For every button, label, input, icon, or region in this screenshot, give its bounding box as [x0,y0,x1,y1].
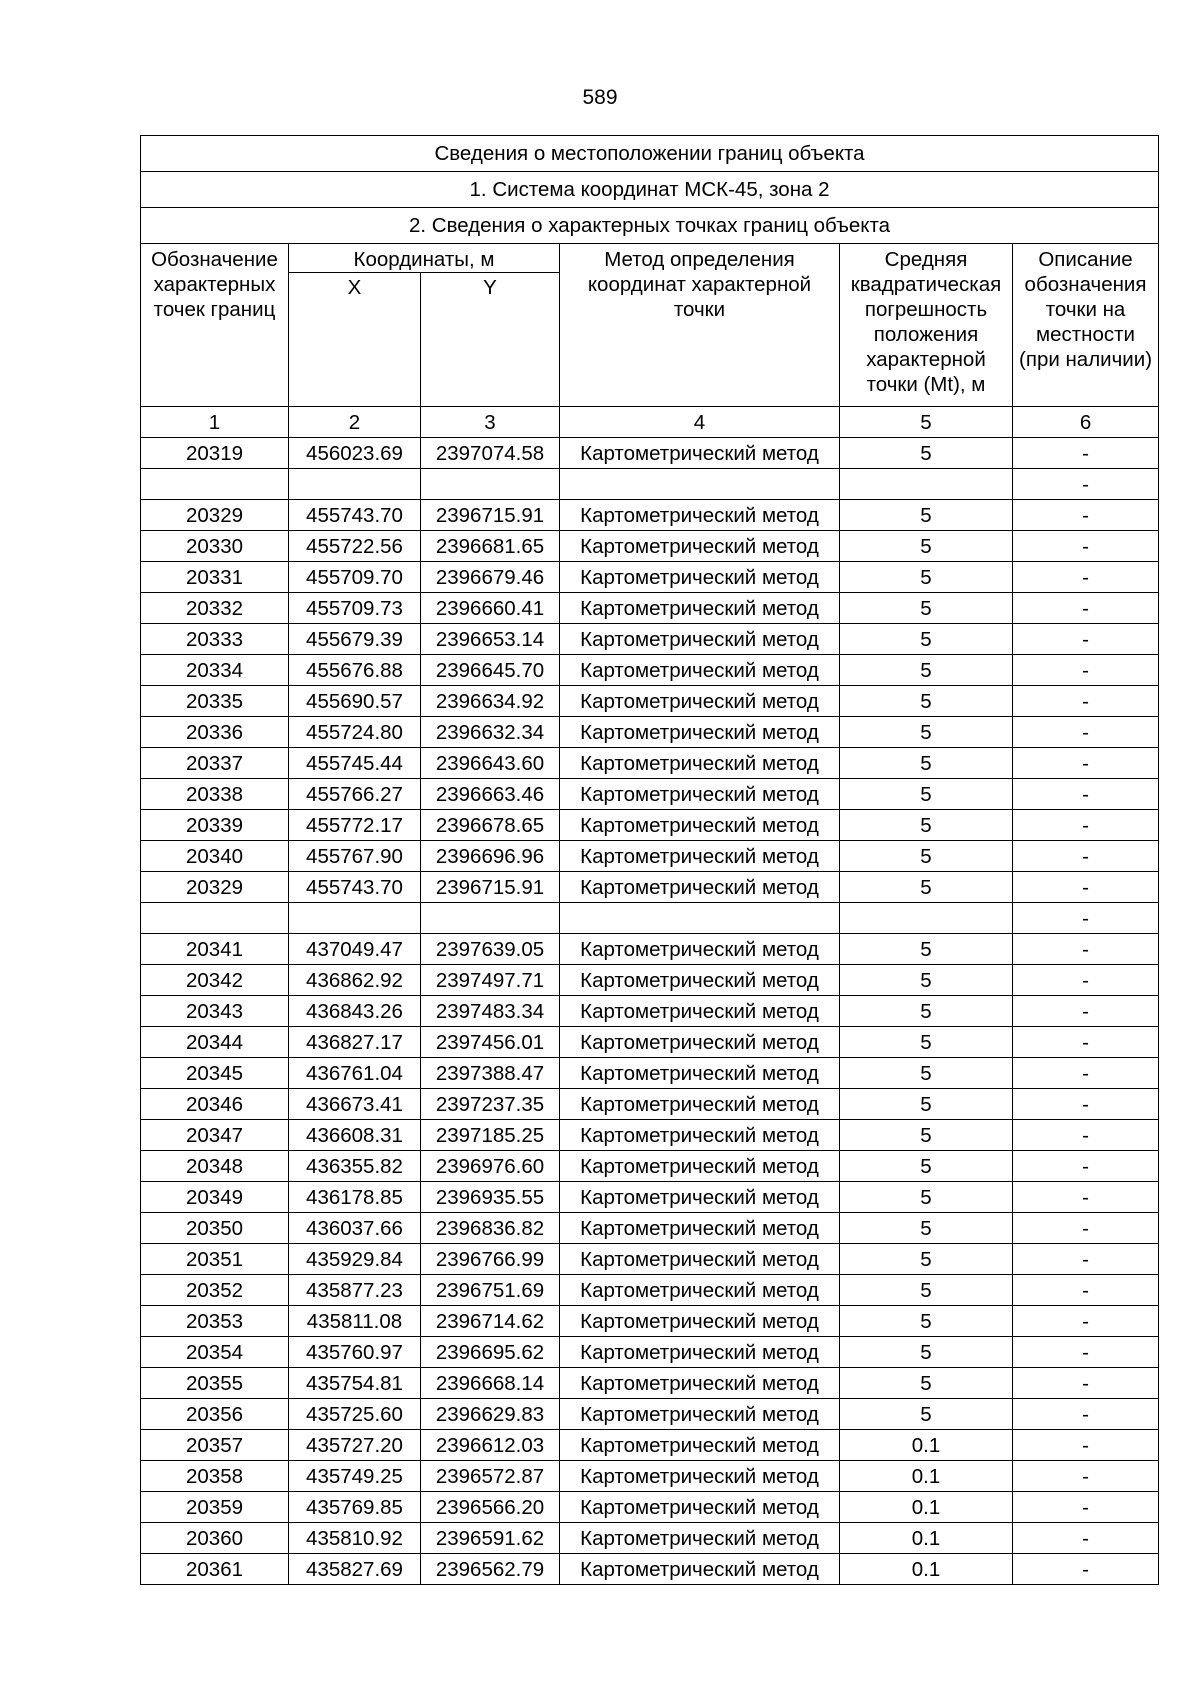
description-cell: - [1013,1337,1159,1368]
description-cell: - [1013,500,1159,531]
error-cell: 5 [840,1027,1013,1058]
x-coordinate-cell [289,469,421,500]
x-coordinate-cell: 437049.47 [289,934,421,965]
y-coordinate-cell: 2397497.71 [421,965,560,996]
point-id-cell: 20358 [141,1461,289,1492]
description-cell: - [1013,1213,1159,1244]
point-id-cell: 20335 [141,686,289,717]
x-coordinate-cell: 435929.84 [289,1244,421,1275]
error-cell: 5 [840,965,1013,996]
coordinate-system-title: 1. Система координат МСК-45, зона 2 [141,172,1159,208]
method-cell: Картометрический метод [560,872,840,903]
error-cell: 5 [840,593,1013,624]
description-cell: - [1013,469,1159,500]
method-cell: Картометрический метод [560,1337,840,1368]
error-cell: 5 [840,500,1013,531]
table-row [141,1058,1159,1089]
x-coordinate-cell: 435754.81 [289,1368,421,1399]
point-id-cell: 20356 [141,1399,289,1430]
description-cell: - [1013,1523,1159,1554]
y-coordinate-cell: 2396714.62 [421,1306,560,1337]
method-cell: Картометрический метод [560,1120,840,1151]
table-row [141,655,1159,686]
method-cell: Картометрический метод [560,438,840,469]
x-coordinate-cell: 435769.85 [289,1492,421,1523]
y-coordinate-cell: 2396668.14 [421,1368,560,1399]
x-coordinate-cell: 455724.80 [289,717,421,748]
method-cell: Картометрический метод [560,1027,840,1058]
error-cell: 5 [840,1368,1013,1399]
error-cell: 0.1 [840,1492,1013,1523]
point-id-cell: 20331 [141,562,289,593]
error-cell: 5 [840,717,1013,748]
y-coordinate-cell: 2396634.92 [421,686,560,717]
method-cell [560,903,840,934]
method-cell [560,469,840,500]
y-coordinate-cell: 2396679.46 [421,562,560,593]
point-id-cell: 20345 [141,1058,289,1089]
point-id-cell: 20319 [141,438,289,469]
x-coordinate-cell: 455767.90 [289,841,421,872]
description-cell: - [1013,686,1159,717]
method-cell: Картометрический метод [560,1523,840,1554]
table-row [141,1368,1159,1399]
description-cell: - [1013,1399,1159,1430]
point-id-cell: 20361 [141,1554,289,1585]
table-row [141,965,1159,996]
method-cell: Картометрический метод [560,934,840,965]
error-cell: 5 [840,531,1013,562]
description-cell: - [1013,965,1159,996]
point-id-cell: 20341 [141,934,289,965]
x-coordinate-cell: 436608.31 [289,1120,421,1151]
point-id-cell: 20329 [141,872,289,903]
x-coordinate-cell: 436862.92 [289,965,421,996]
error-cell: 5 [840,779,1013,810]
x-coordinate-cell: 436673.41 [289,1089,421,1120]
header-error: Средняя квадратическая погрешность положения характерной точки (Mt), м [840,244,1013,407]
x-coordinate-cell: 436355.82 [289,1151,421,1182]
x-coordinate-cell: 455745.44 [289,748,421,779]
y-coordinate-cell: 2396660.41 [421,593,560,624]
table-row [141,1523,1159,1554]
table-row [141,593,1159,624]
point-id-cell: 20339 [141,810,289,841]
points-section-title: 2. Сведения о характерных точках границ объекта [141,208,1159,244]
method-cell: Картометрический метод [560,1492,840,1523]
table-row [141,748,1159,779]
table-row [141,903,1159,934]
x-coordinate-cell: 435811.08 [289,1306,421,1337]
table-row [141,1089,1159,1120]
error-cell: 5 [840,996,1013,1027]
y-coordinate-cell: 2397639.05 [421,934,560,965]
table-row [141,1430,1159,1461]
error-cell: 5 [840,934,1013,965]
error-cell: 5 [840,655,1013,686]
description-cell: - [1013,717,1159,748]
description-cell: - [1013,1058,1159,1089]
error-cell: 5 [840,562,1013,593]
x-coordinate-cell: 455690.57 [289,686,421,717]
x-coordinate-cell: 455772.17 [289,810,421,841]
description-cell: - [1013,903,1159,934]
y-coordinate-cell: 2396663.46 [421,779,560,810]
description-cell: - [1013,1306,1159,1337]
x-coordinate-cell: 435877.23 [289,1275,421,1306]
y-coordinate-cell: 2396629.83 [421,1399,560,1430]
description-cell: - [1013,562,1159,593]
method-cell: Картометрический метод [560,593,840,624]
x-coordinate-cell: 435760.97 [289,1337,421,1368]
x-coordinate-cell: 435727.20 [289,1430,421,1461]
point-id-cell: 20337 [141,748,289,779]
y-coordinate-cell [421,903,560,934]
point-id-cell: 20355 [141,1368,289,1399]
point-id-cell: 20348 [141,1151,289,1182]
description-cell: - [1013,655,1159,686]
y-coordinate-cell: 2396612.03 [421,1430,560,1461]
error-cell: 0.1 [840,1554,1013,1585]
table-row [141,1182,1159,1213]
y-coordinate-cell: 2396751.69 [421,1275,560,1306]
description-cell: - [1013,1492,1159,1523]
description-cell: - [1013,1461,1159,1492]
table-row [141,1213,1159,1244]
table-title: Сведения о местоположении границ объекта [141,136,1159,172]
point-id-cell: 20359 [141,1492,289,1523]
description-cell: - [1013,1151,1159,1182]
error-cell: 5 [840,624,1013,655]
y-coordinate-cell: 2397456.01 [421,1027,560,1058]
method-cell: Картометрический метод [560,1275,840,1306]
table-row [141,841,1159,872]
method-cell: Картометрический метод [560,1089,840,1120]
method-cell: Картометрический метод [560,624,840,655]
error-cell: 5 [840,1151,1013,1182]
x-coordinate-cell: 455766.27 [289,779,421,810]
x-coordinate-cell: 455676.88 [289,655,421,686]
method-cell: Картометрический метод [560,810,840,841]
error-cell: 5 [840,686,1013,717]
description-cell: - [1013,779,1159,810]
table-row [141,872,1159,903]
column-number: 4 [560,407,840,438]
x-coordinate-cell: 456023.69 [289,438,421,469]
y-coordinate-cell: 2396678.65 [421,810,560,841]
point-id-cell [141,469,289,500]
y-coordinate-cell: 2396976.60 [421,1151,560,1182]
table-row [141,686,1159,717]
table-row [141,810,1159,841]
point-id-cell: 20336 [141,717,289,748]
description-cell: - [1013,531,1159,562]
method-cell: Картометрический метод [560,1151,840,1182]
error-cell [840,469,1013,500]
header-designation: Обозначение характерных точек границ [141,244,289,407]
table-row [141,438,1159,469]
description-cell: - [1013,1368,1159,1399]
y-coordinate-cell: 2396562.79 [421,1554,560,1585]
description-cell: - [1013,1120,1159,1151]
method-cell: Картометрический метод [560,500,840,531]
y-coordinate-cell: 2396695.62 [421,1337,560,1368]
point-id-cell: 20333 [141,624,289,655]
description-cell: - [1013,1182,1159,1213]
method-cell: Картометрический метод [560,841,840,872]
table-row [141,1554,1159,1585]
error-cell: 5 [840,1058,1013,1089]
y-coordinate-cell: 2397185.25 [421,1120,560,1151]
x-coordinate-cell: 455709.70 [289,562,421,593]
point-id-cell: 20329 [141,500,289,531]
x-coordinate-cell: 455709.73 [289,593,421,624]
column-number: 6 [1013,407,1159,438]
y-coordinate-cell [421,469,560,500]
point-id-cell: 20354 [141,1337,289,1368]
y-coordinate-cell: 2396935.55 [421,1182,560,1213]
table-row [141,1399,1159,1430]
point-id-cell: 20351 [141,1244,289,1275]
error-cell: 5 [840,1089,1013,1120]
point-id-cell: 20349 [141,1182,289,1213]
error-cell: 5 [840,1275,1013,1306]
point-id-cell [141,903,289,934]
point-id-cell: 20344 [141,1027,289,1058]
x-coordinate-cell: 436037.66 [289,1213,421,1244]
x-coordinate-cell: 436827.17 [289,1027,421,1058]
y-coordinate-cell: 2397483.34 [421,996,560,1027]
description-cell: - [1013,1430,1159,1461]
table-row [141,1275,1159,1306]
error-cell [840,903,1013,934]
method-cell: Картометрический метод [560,1182,840,1213]
y-coordinate-cell: 2396715.91 [421,500,560,531]
method-cell: Картометрический метод [560,1554,840,1585]
method-cell: Картометрический метод [560,1213,840,1244]
y-coordinate-cell: 2397237.35 [421,1089,560,1120]
method-cell: Картометрический метод [560,1399,840,1430]
point-id-cell: 20330 [141,531,289,562]
method-cell: Картометрический метод [560,748,840,779]
y-coordinate-cell: 2396681.65 [421,531,560,562]
y-coordinate-cell: 2396766.99 [421,1244,560,1275]
x-coordinate-cell: 435725.60 [289,1399,421,1430]
y-coordinate-cell: 2396632.34 [421,717,560,748]
method-cell: Картометрический метод [560,1058,840,1089]
error-cell: 5 [840,748,1013,779]
point-id-cell: 20340 [141,841,289,872]
y-coordinate-cell: 2397388.47 [421,1058,560,1089]
point-id-cell: 20342 [141,965,289,996]
description-cell: - [1013,1244,1159,1275]
error-cell: 5 [840,1120,1013,1151]
description-cell: - [1013,1089,1159,1120]
x-coordinate-cell: 455722.56 [289,531,421,562]
x-coordinate-cell: 435749.25 [289,1461,421,1492]
method-cell: Картометрический метод [560,1306,840,1337]
method-cell: Картометрический метод [560,1244,840,1275]
column-number: 5 [840,407,1013,438]
method-cell: Картометрический метод [560,1430,840,1461]
method-cell: Картометрический метод [560,655,840,686]
table-row [141,624,1159,655]
point-id-cell: 20353 [141,1306,289,1337]
table-row [141,996,1159,1027]
method-cell: Картометрический метод [560,531,840,562]
point-id-cell: 20338 [141,779,289,810]
error-cell: 5 [840,438,1013,469]
description-cell: - [1013,593,1159,624]
point-id-cell: 20357 [141,1430,289,1461]
table-row [141,562,1159,593]
x-coordinate-cell: 435810.92 [289,1523,421,1554]
method-cell: Картометрический метод [560,996,840,1027]
description-cell: - [1013,1027,1159,1058]
header-method: Метод определения координат характерной точки [560,244,840,407]
table-row [141,1120,1159,1151]
y-coordinate-cell: 2396836.82 [421,1213,560,1244]
column-number: 3 [421,407,560,438]
description-cell: - [1013,996,1159,1027]
header-description: Описание обозначения точки на местности (при наличии) [1013,244,1159,407]
x-coordinate-cell: 435827.69 [289,1554,421,1585]
x-coordinate-cell: 436178.85 [289,1182,421,1213]
table-row [141,1461,1159,1492]
y-coordinate-cell: 2396566.20 [421,1492,560,1523]
y-coordinate-cell: 2396572.87 [421,1461,560,1492]
table-row [141,1492,1159,1523]
table-row [141,1337,1159,1368]
error-cell: 0.1 [840,1430,1013,1461]
method-cell: Картометрический метод [560,562,840,593]
header-y: Y [421,273,560,407]
error-cell: 5 [840,872,1013,903]
point-id-cell: 20334 [141,655,289,686]
error-cell: 5 [840,1306,1013,1337]
description-cell: - [1013,624,1159,655]
method-cell: Картометрический метод [560,1461,840,1492]
point-id-cell: 20346 [141,1089,289,1120]
table-row [141,469,1159,500]
point-id-cell: 20352 [141,1275,289,1306]
y-coordinate-cell: 2396653.14 [421,624,560,655]
method-cell: Картометрический метод [560,717,840,748]
y-coordinate-cell: 2397074.58 [421,438,560,469]
table-row [141,934,1159,965]
error-cell: 5 [840,810,1013,841]
description-cell: - [1013,872,1159,903]
y-coordinate-cell: 2396591.62 [421,1523,560,1554]
table-row [141,1151,1159,1182]
boundary-points-table [140,135,1159,1585]
table-row [141,531,1159,562]
description-cell: - [1013,438,1159,469]
method-cell: Картометрический метод [560,686,840,717]
description-cell: - [1013,1275,1159,1306]
y-coordinate-cell: 2396696.96 [421,841,560,872]
table-row [141,500,1159,531]
description-cell: - [1013,810,1159,841]
header-coordinates: Координаты, м [289,244,560,273]
point-id-cell: 20350 [141,1213,289,1244]
y-coordinate-cell: 2396715.91 [421,872,560,903]
point-id-cell: 20347 [141,1120,289,1151]
x-coordinate-cell: 436761.04 [289,1058,421,1089]
error-cell: 5 [840,1182,1013,1213]
table-row [141,717,1159,748]
error-cell: 5 [840,1244,1013,1275]
x-coordinate-cell: 455743.70 [289,500,421,531]
description-cell: - [1013,934,1159,965]
table-row [141,779,1159,810]
table-row [141,1027,1159,1058]
method-cell: Картометрический метод [560,1368,840,1399]
header-x: X [289,273,421,407]
error-cell: 5 [840,841,1013,872]
x-coordinate-cell: 455679.39 [289,624,421,655]
column-number: 2 [289,407,421,438]
method-cell: Картометрический метод [560,779,840,810]
table-row [141,1306,1159,1337]
description-cell: - [1013,841,1159,872]
error-cell: 0.1 [840,1461,1013,1492]
page-number: 589 [582,86,618,109]
x-coordinate-cell: 436843.26 [289,996,421,1027]
method-cell: Картометрический метод [560,965,840,996]
y-coordinate-cell: 2396645.70 [421,655,560,686]
description-cell: - [1013,1554,1159,1585]
x-coordinate-cell [289,903,421,934]
error-cell: 5 [840,1213,1013,1244]
description-cell: - [1013,748,1159,779]
y-coordinate-cell: 2396643.60 [421,748,560,779]
error-cell: 5 [840,1399,1013,1430]
x-coordinate-cell: 455743.70 [289,872,421,903]
error-cell: 5 [840,1337,1013,1368]
point-id-cell: 20343 [141,996,289,1027]
column-number: 1 [141,407,289,438]
point-id-cell: 20360 [141,1523,289,1554]
error-cell: 0.1 [840,1523,1013,1554]
point-id-cell: 20332 [141,593,289,624]
table-row [141,1244,1159,1275]
